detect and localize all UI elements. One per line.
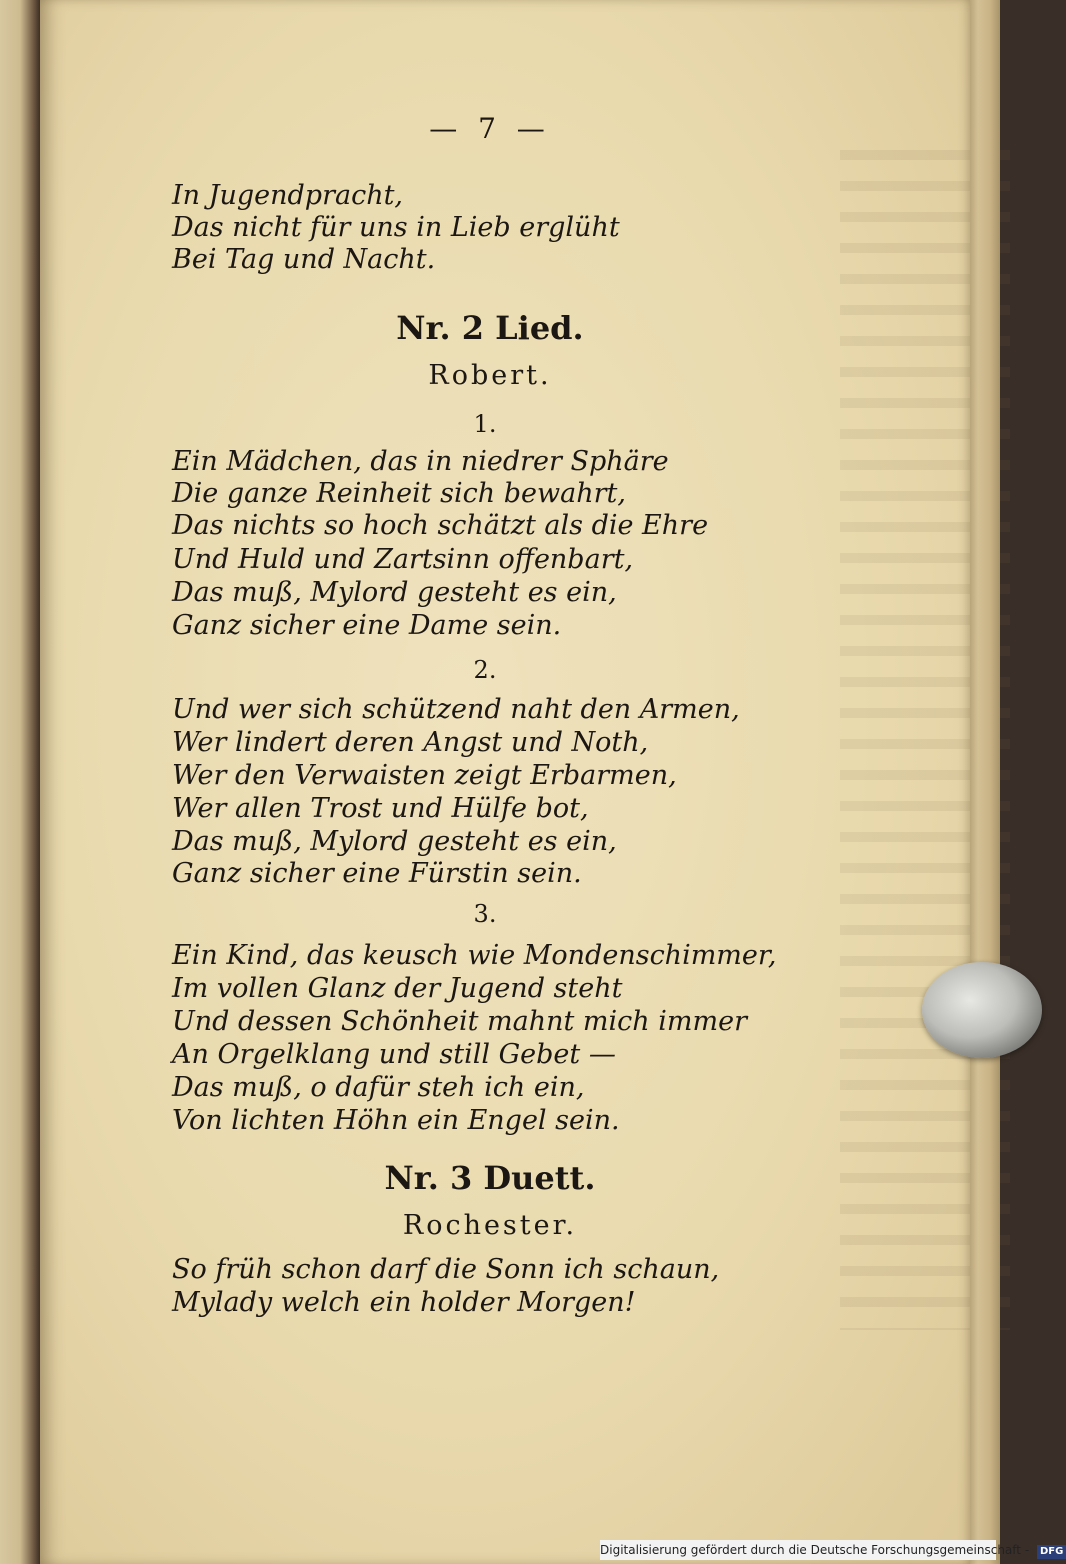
text-line: Ganz sicher eine Dame sein.	[172, 610, 562, 641]
text-line: So früh schon darf die Sonn ich schaun,	[172, 1254, 720, 1285]
text-line: Das muß, o dafür steh ich ein,	[172, 1072, 585, 1103]
section-heading: Nr. 3 Duett.	[384, 1159, 596, 1197]
verse-number: 3.	[473, 900, 497, 928]
dfg-logo: DFG	[1037, 1545, 1066, 1559]
verse-number: 2.	[473, 656, 497, 684]
text-line: Ein Kind, das keusch wie Mondenschimmer,	[172, 940, 777, 971]
book-page	[40, 0, 970, 1564]
text-line: Und wer sich schützend naht den Armen,	[172, 694, 740, 725]
left-page-edge	[0, 0, 40, 1564]
text-line: Wer lindert deren Angst und Noth,	[172, 727, 649, 758]
footer-credit	[600, 1540, 1064, 1560]
role-name: Robert.	[428, 360, 552, 391]
text-line: Im vollen Glanz der Jugend steht	[172, 973, 623, 1004]
text-line: An Orgelklang und still Gebet —	[172, 1039, 616, 1070]
footer-credit-text: Digitalisierung gefördert durch die Deutsche Forschungsgemeinschaft -	[600, 1543, 1030, 1557]
text-line: Mylady welch ein holder Morgen!	[172, 1287, 636, 1318]
text-line: Von lichten Höhn ein Engel sein.	[172, 1105, 620, 1136]
text-line: Und dessen Schönheit mahnt mich immer	[172, 1006, 747, 1037]
text-line: Wer allen Trost und Hülfe bot,	[172, 793, 589, 824]
text-line: Das muß, Mylord gesteht es ein,	[172, 826, 617, 857]
role-name: Rochester.	[402, 1210, 578, 1241]
text-line: Die ganze Reinheit sich bewahrt,	[172, 478, 626, 509]
text-line: Wer den Verwaisten zeigt Erbarmen,	[172, 760, 677, 791]
right-page-edge	[970, 0, 1000, 1564]
page-content	[40, 0, 970, 1564]
verse-number: 1.	[473, 410, 497, 438]
text-line: Das nicht für uns in Lieb erglüht	[172, 212, 620, 243]
text-line: Ein Mädchen, das in niedrer Sphäre	[172, 446, 669, 477]
text-line: Und Huld und Zartsinn offenbart,	[172, 544, 634, 575]
text-line: Bei Tag und Nacht.	[172, 244, 436, 275]
text-line: Das muß, Mylord gesteht es ein,	[172, 577, 617, 608]
text-line: Ganz sicher eine Fürstin sein.	[172, 858, 582, 889]
text-line: Das nichts so hoch schätzt als die Ehre	[172, 510, 709, 541]
page-number: — 7 —	[429, 112, 551, 145]
text-line: In Jugendpracht,	[172, 180, 404, 211]
section-heading: Nr. 2 Lied.	[396, 309, 584, 347]
thumb-holding-page	[922, 962, 1042, 1058]
